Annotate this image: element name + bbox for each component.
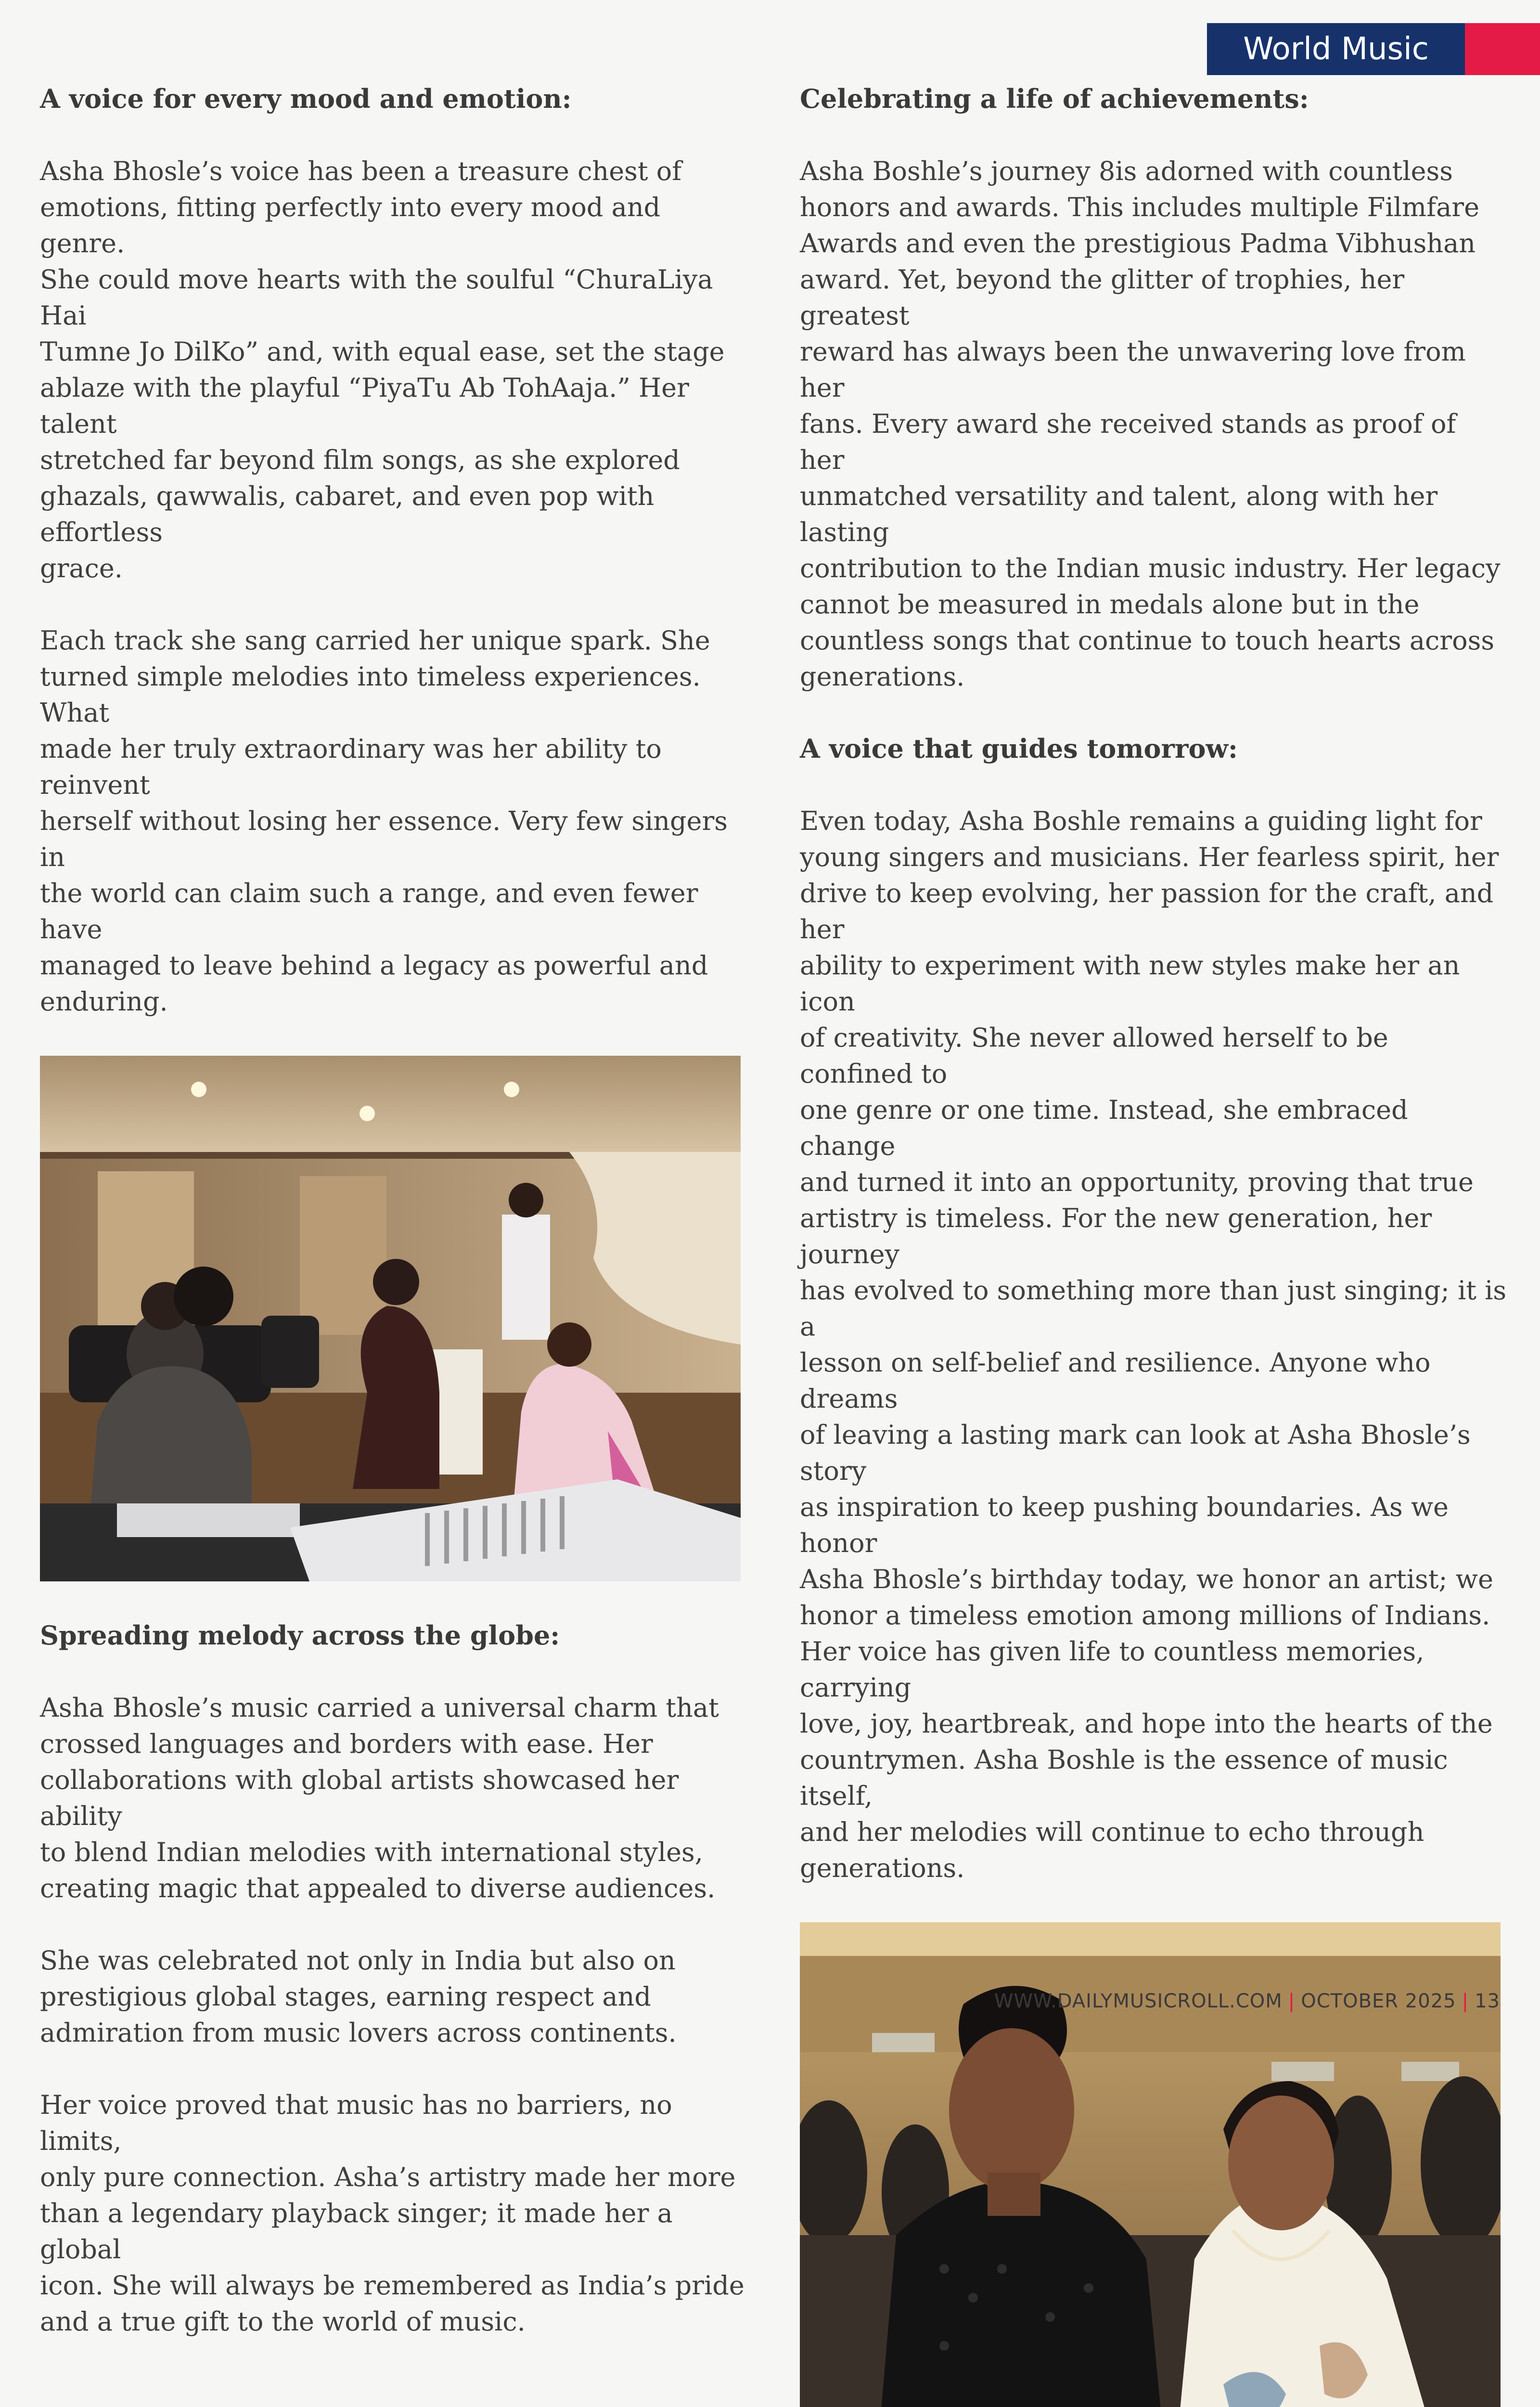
paragraph-guiding-light: Even today, Asha Boshle remains a guiding light for young singers and musicians. Her fearless spirit, her drive to keep evolving, her passion for the craft, and her ability to experiment with new styles make her an icon of creativity. She never allowed herself to be confined to one genre or one time. Instead, she embraced change and turned it into an opportunity, proving that true artistry is timeless. For the new generation, her journey has evolved to something more than just singing; it is a lesson on self-belief and resilience. Anyone who dreams of leaving a lasting mark can look at Asha Bhosle’s story as inspiration to keep pushing boundaries. As we honor Asha Bhosle’s birthday today, we honor an artist; we honor a timeless emotion among millions of Indians. Her voice has given life to countless memories, carrying love, joy, heartbreak, and hope into the hearts of the countrymen. Asha Boshle is the essence of music itself, and her melodies will continue to echo through generations. [800,806,1507,1883]
paragraph-honors-awards: Asha Boshle’s journey 8is adorned with countless honors and awards. This includes multiple Filmfare Awards and even the prestigious Padma Vibhushan award. Yet, beyond the glitter of trophies, her greatest reward has always been the unwavering love from her fans. Every award she received stands as proof of her unmatched versatility and talent, along with her lasting contribution to the Indian music industry. Her legacy cannot be measured in medals alone but in the countless songs that continue to touch hearts across generations. [800,156,1501,692]
heading-life-of-achievements: Celebrating a life of achievements: [800,83,1309,114]
footer-issue-date: OCTOBER 2025 [1301,1990,1456,2012]
section-tag [1207,23,1540,75]
paragraph-no-barriers: Her voice proved that music has no barriers, no limits, only pure connection. Asha’s artistry made her more than a legendary playback singer; it made her a global icon. She will always be remembered as India’s pride and a true gift to the world of music. [40,2090,744,2337]
footer-page-number: 13 [1475,1990,1500,2012]
heading-spreading-melody: Spreading melody across the globe: [40,1620,560,1651]
studio-recording-photo [40,1056,741,1581]
heading-guides-tomorrow: A voice that guides tomorrow: [800,733,1238,764]
heading-voice-every-mood: A voice for every mood and emotion: [40,83,572,114]
paragraph-treasure-chest: Asha Bhosle’s voice has been a treasure chest of emotions, fitting perfectly into every mood and genre. She could move hearts with the soulful “ChuraLiya Hai Tumne Jo DilKo” and, with equal ease, set the stage ablaze with the playful “PiyaTu Ab TohAaja.” Her talent stretched far beyond film songs, as she explored ghazals, qawwalis, cabaret, and even pop with effortless grace. [40,156,725,583]
section-tag-label: World Music [1207,23,1465,75]
studio-photo-illustration [40,1056,741,1581]
page-footer [994,1990,1500,2012]
footer-separator: | [1462,1990,1469,2012]
right-column [800,81,1507,2407]
section-tag-accent [1465,23,1540,75]
paragraph-unique-spark: Each track she sang carried her unique spark. She turned simple melodies into timeless experiences. What made her truly extraordinary was her ability to reinvent herself without losing her essence. Very few singers in the world can claim such a range, and even fewer have managed to leave behind a legacy as powerful and enduring. [40,625,728,1017]
footer-website: WWW.DAILYMUSICROLL.COM [994,1990,1283,2012]
left-column [40,81,750,2376]
paragraph-universal-charm: Asha Bhosle’s music carried a universal charm that crossed languages and borders with ease. Her collaborations with global artists showcased her ability to blend Indian melodies with international styles, creating magic that appealed to diverse audiences. [40,1693,719,1903]
paragraph-global-stages: She was celebrated not only in India but also on prestigious global stages, earning respect and admiration from music lovers across continents. [40,1945,677,2048]
footer-separator: | [1288,1990,1296,2012]
